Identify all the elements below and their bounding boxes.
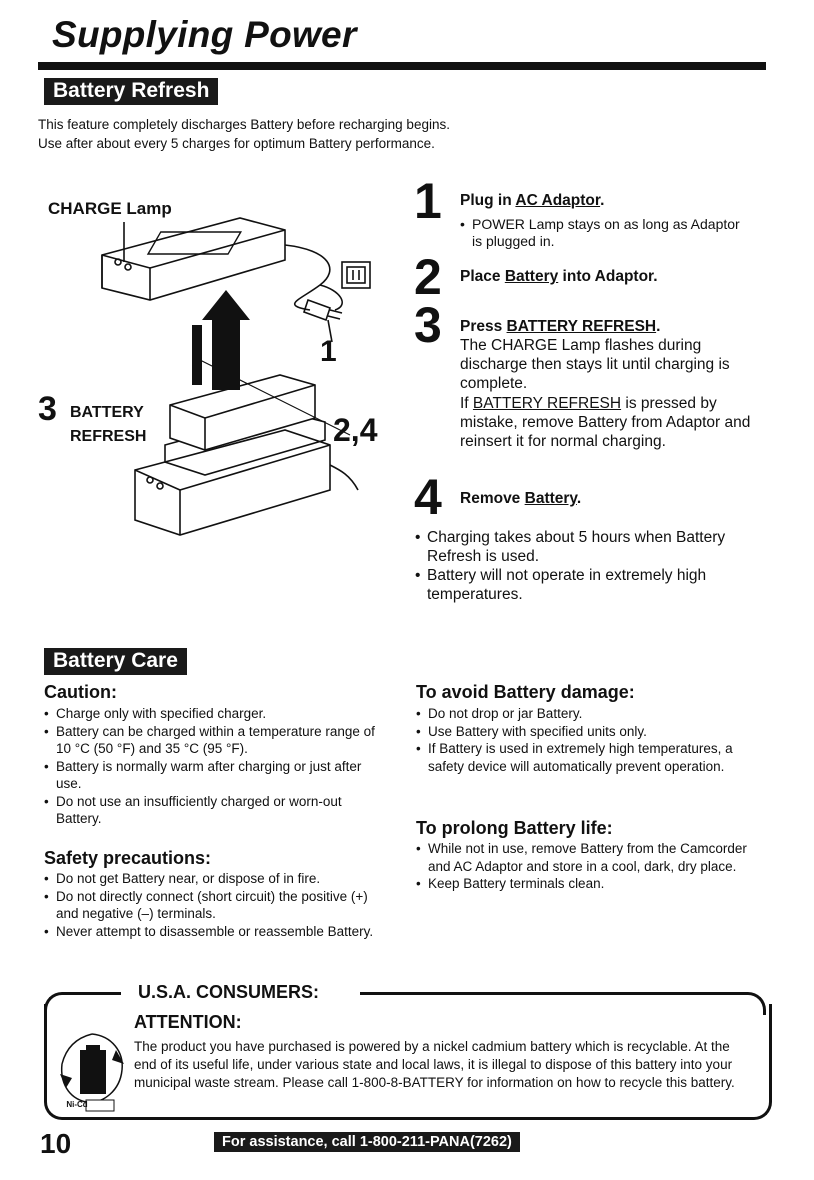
list-item: • Charge only with specified charger. xyxy=(44,705,389,723)
usa-text: The product you have purchased is powered by a nickel cadmium battery which is recyclable. At the end of its useful life, under various state and local laws, it is illegal to dispose of this battery into your municipal waste stream. Please call 1-800-8-BATTERY for information on how to recycle this battery. xyxy=(134,1039,735,1090)
list-item: • Do not use an insufficiently charged or worn-out Battery. xyxy=(44,793,389,828)
step-3-body: The CHARGE Lamp flashes during discharge then stays lit until charging is complete. xyxy=(460,337,730,392)
intro-line: Use after about every 5 charges for optimum Battery performance. xyxy=(38,136,435,151)
step-number: 3 xyxy=(414,297,442,353)
step-3-link-battery-refresh: BATTERY REFRESH xyxy=(506,318,657,335)
page-title: Supplying Power xyxy=(52,14,357,55)
page-number: 10 xyxy=(40,1128,72,1159)
avoid-damage-heading: To avoid Battery damage: xyxy=(416,682,635,702)
figure-label-2-4: 2,4 xyxy=(333,412,378,448)
step-text: . xyxy=(600,192,605,209)
refresh-notes xyxy=(415,528,765,604)
usa-heading: U.S.A. CONSUMERS: xyxy=(132,982,325,1003)
list-item: • Use Battery with specified units only. xyxy=(416,723,751,741)
step-number: 4 xyxy=(414,469,442,525)
nicd-logo-text: Ni-Cd xyxy=(66,1100,88,1109)
figure-label-3: 3 xyxy=(38,390,57,428)
figure-label-refresh: REFRESH xyxy=(70,428,147,445)
note-text: If xyxy=(460,395,473,412)
figure-label-1: 1 xyxy=(320,335,337,368)
title-rule xyxy=(38,62,766,70)
charge-lamp-label: CHARGE Lamp xyxy=(48,199,172,218)
list-item: • Never attempt to disassemble or reassemble Battery. xyxy=(44,923,389,941)
step-3-title xyxy=(460,318,660,336)
step-3-note xyxy=(460,394,770,451)
list-item: • Battery is normally warm after charging or just after use. xyxy=(44,758,389,793)
list-item: • Do not directly connect (short circuit) the positive (+) and negative (–) terminals. xyxy=(44,888,389,923)
step-text: into Adaptor. xyxy=(558,268,658,285)
step-text: Plug in xyxy=(460,192,516,209)
list-item: • If Battery is used in extremely high temperatures, a safety device will automatically prevent operation. xyxy=(416,740,751,775)
step-number: 2 xyxy=(414,249,442,305)
figure-label-battery: BATTERY xyxy=(70,404,144,421)
section-heading-battery-refresh: Battery Refresh xyxy=(44,78,218,105)
charger-illustration xyxy=(40,190,420,590)
step-text: . xyxy=(656,318,661,335)
step-1-title xyxy=(460,192,604,210)
step-1-bullets xyxy=(460,216,750,250)
intro-line: This feature completely discharges Battery before recharging begins. xyxy=(38,117,450,132)
step-text: Press xyxy=(460,318,507,335)
safety-heading: Safety precautions: xyxy=(44,848,212,868)
list-item: • POWER Lamp stays on as long as Adaptor is plugged in. xyxy=(460,216,750,250)
section-heading-battery-care: Battery Care xyxy=(44,648,187,675)
intro-text xyxy=(38,115,450,153)
step-text: Remove xyxy=(460,490,525,507)
note-link-battery-refresh: BATTERY REFRESH xyxy=(472,395,622,412)
step-text: Place xyxy=(460,268,505,285)
step-2-link-battery: Battery xyxy=(504,268,559,285)
step-text: . xyxy=(576,490,582,507)
safety-list xyxy=(44,870,389,940)
step-4-title xyxy=(460,490,581,508)
list-item: • Battery will not operate in extremely high temperatures. xyxy=(415,566,765,604)
note-text: is pressed by mistake, remove Battery from Adaptor and reinsert it for normal charging. xyxy=(460,395,751,450)
prolong-list xyxy=(416,840,751,893)
attention-heading: ATTENTION: xyxy=(134,1012,242,1032)
list-item: • Do not get Battery near, or dispose of in fire. xyxy=(44,870,389,888)
footer-assistance: For assistance, call 1-800-211-PANA(7262) xyxy=(214,1132,520,1152)
list-item: • Do not drop or jar Battery. xyxy=(416,705,751,723)
avoid-damage-list xyxy=(416,705,751,775)
caution-heading: Caution: xyxy=(44,682,117,702)
step-2-title xyxy=(460,268,658,286)
step-1-link-ac-adaptor: AC Adaptor xyxy=(515,192,601,209)
list-item: • Battery can be charged within a temperature range of 10 °C (50 °F) and 35 °C (95 °F). xyxy=(44,723,389,758)
list-item: • Keep Battery terminals clean. xyxy=(416,875,751,893)
step-number: 1 xyxy=(414,173,442,229)
step-4-link-battery: Battery xyxy=(524,490,577,507)
caution-list xyxy=(44,705,389,828)
list-item: • Charging takes about 5 hours when Battery Refresh is used. xyxy=(415,528,765,566)
list-item: • While not in use, remove Battery from the Camcorder and AC Adaptor and store in a cool, dark, dry place. xyxy=(416,840,751,875)
prolong-heading: To prolong Battery life: xyxy=(416,818,613,838)
